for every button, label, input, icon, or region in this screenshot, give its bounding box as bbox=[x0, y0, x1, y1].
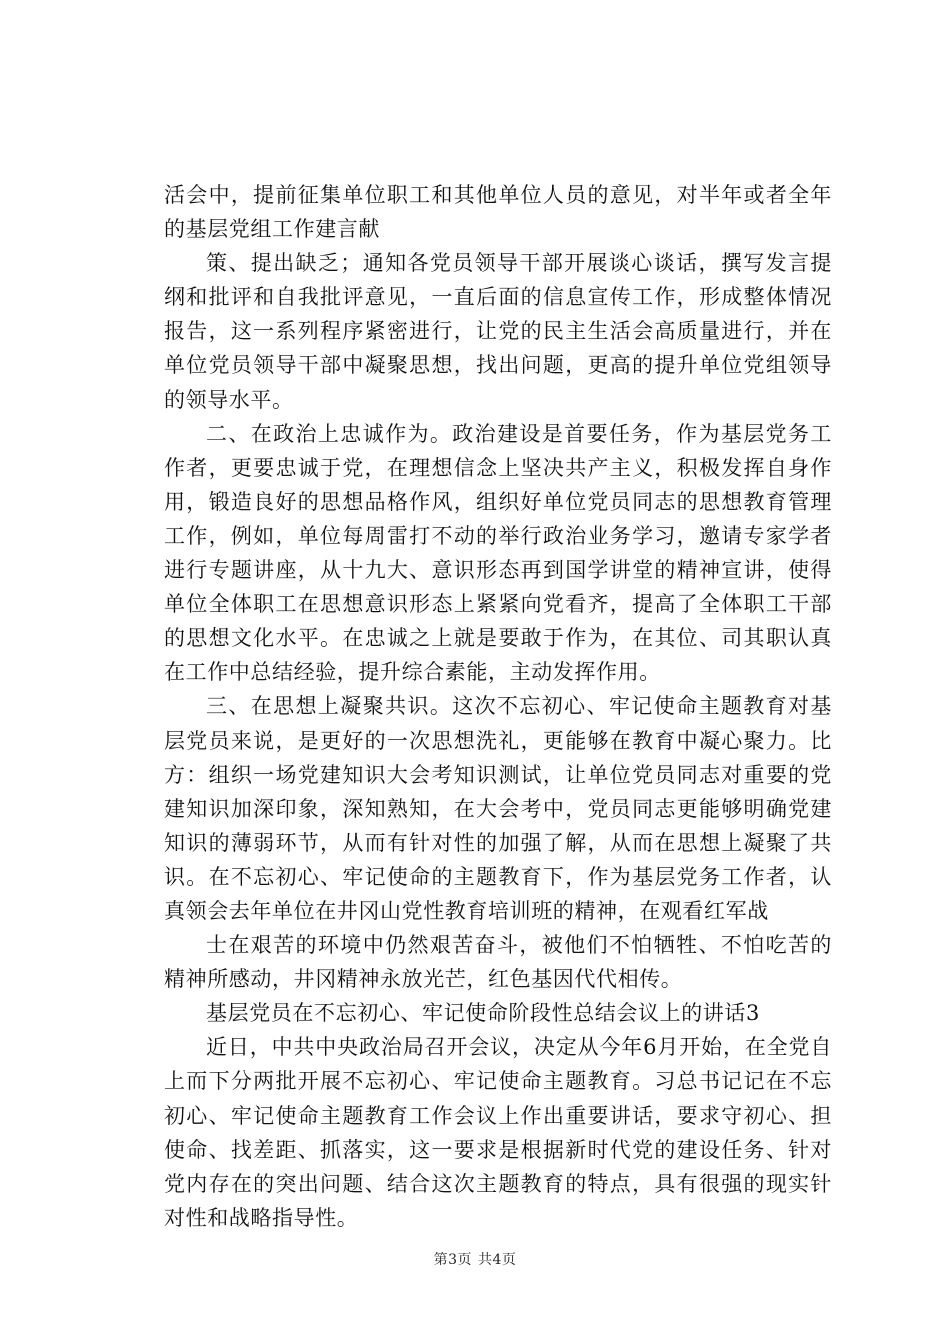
paragraph-1: 活会中，提前征集单位职工和其他单位人员的意见，对半年或者全年的基层党组工作建言献 bbox=[164, 183, 832, 242]
paragraph-4: 三、在思想上凝聚共识。这次不忘初心、牢记使命主题教育对基层党员来说，是更好的一次思想洗礼，更能够在教育中凝心聚力。比方：组织一场党建知识大会考知识测试，让单位党员同志对重要的党建知识加深印象，深知熟知，在大会考中，党员同志更能够明确党建知识的薄弱环节，从而有针对性的加强了解，从而在思想上凝聚了共识。在不忘初心、牢记使命的主题教育下，作为基层党务工作者，认真领会去年单位在井冈山党性教育培训班的精神，在观看红军战 bbox=[164, 694, 832, 923]
page-number: 第3页 bbox=[433, 1252, 472, 1268]
paragraph-3: 二、在政治上忠诚作为。政治建设是首要任务，作为基层党务工作者，更要忠诚于党，在理想信念上坚决共产主义，积极发挥自身作用，锻造良好的思想品格作风，组织好单位党员同志的思想教育管理工作，例如，单位每周雷打不动的举行政治业务学习，邀请专家学者进行专题讲座，从十九大、意识形态再到国学讲堂的精神宣讲，使得单位全体职工在思想意识形态上紧紧向党看齐，提高了全体职工干部的思想文化水平。在忠诚之上就是要敢于作为，在其位、司其职认真在工作中总结经验，提升综合素能，主动发挥作用。 bbox=[164, 421, 832, 685]
paragraph-5: 士在艰苦的环境中仍然艰苦奋斗，被他们不怕牺牲、不怕吃苦的精神所感动，井冈精神永放光芒，红色基因代代相传。 bbox=[164, 933, 832, 992]
paragraph-7: 近日，中共中央政治局召开会议，决定从今年6月开始，在全党自上而下分两批开展不忘初心、牢记使命主题教育。习总书记记在不忘初心、牢记使命主题教育工作会议上作出重要讲话，要求守初心、担使命、找差距、抓落实，这一要求是根据新时代党的建设任务、针对党内存在的突出问题、结合这次主题教育的特点，具有很强的现实针对性和战略指导性。 bbox=[164, 1035, 832, 1230]
paragraph-2: 策、提出缺乏；通知各党员领导干部开展谈心谈话，撰写发言提纲和批评和自我批评意见，一直后面的信息宣传工作，形成整体情况报告，这一系列程序紧密进行，让党的民主生活会高质量进行，并在单位党员领导干部中凝聚思想，找出问题，更高的提升单位党组领导的领导水平。 bbox=[164, 251, 832, 412]
page-total: 共4页 bbox=[478, 1252, 517, 1268]
section-heading: 基层党员在不忘初心、牢记使命阶段性总结会议上的讲话3 bbox=[206, 1001, 760, 1026]
page-footer bbox=[0, 1251, 950, 1269]
document-body bbox=[164, 178, 832, 1235]
